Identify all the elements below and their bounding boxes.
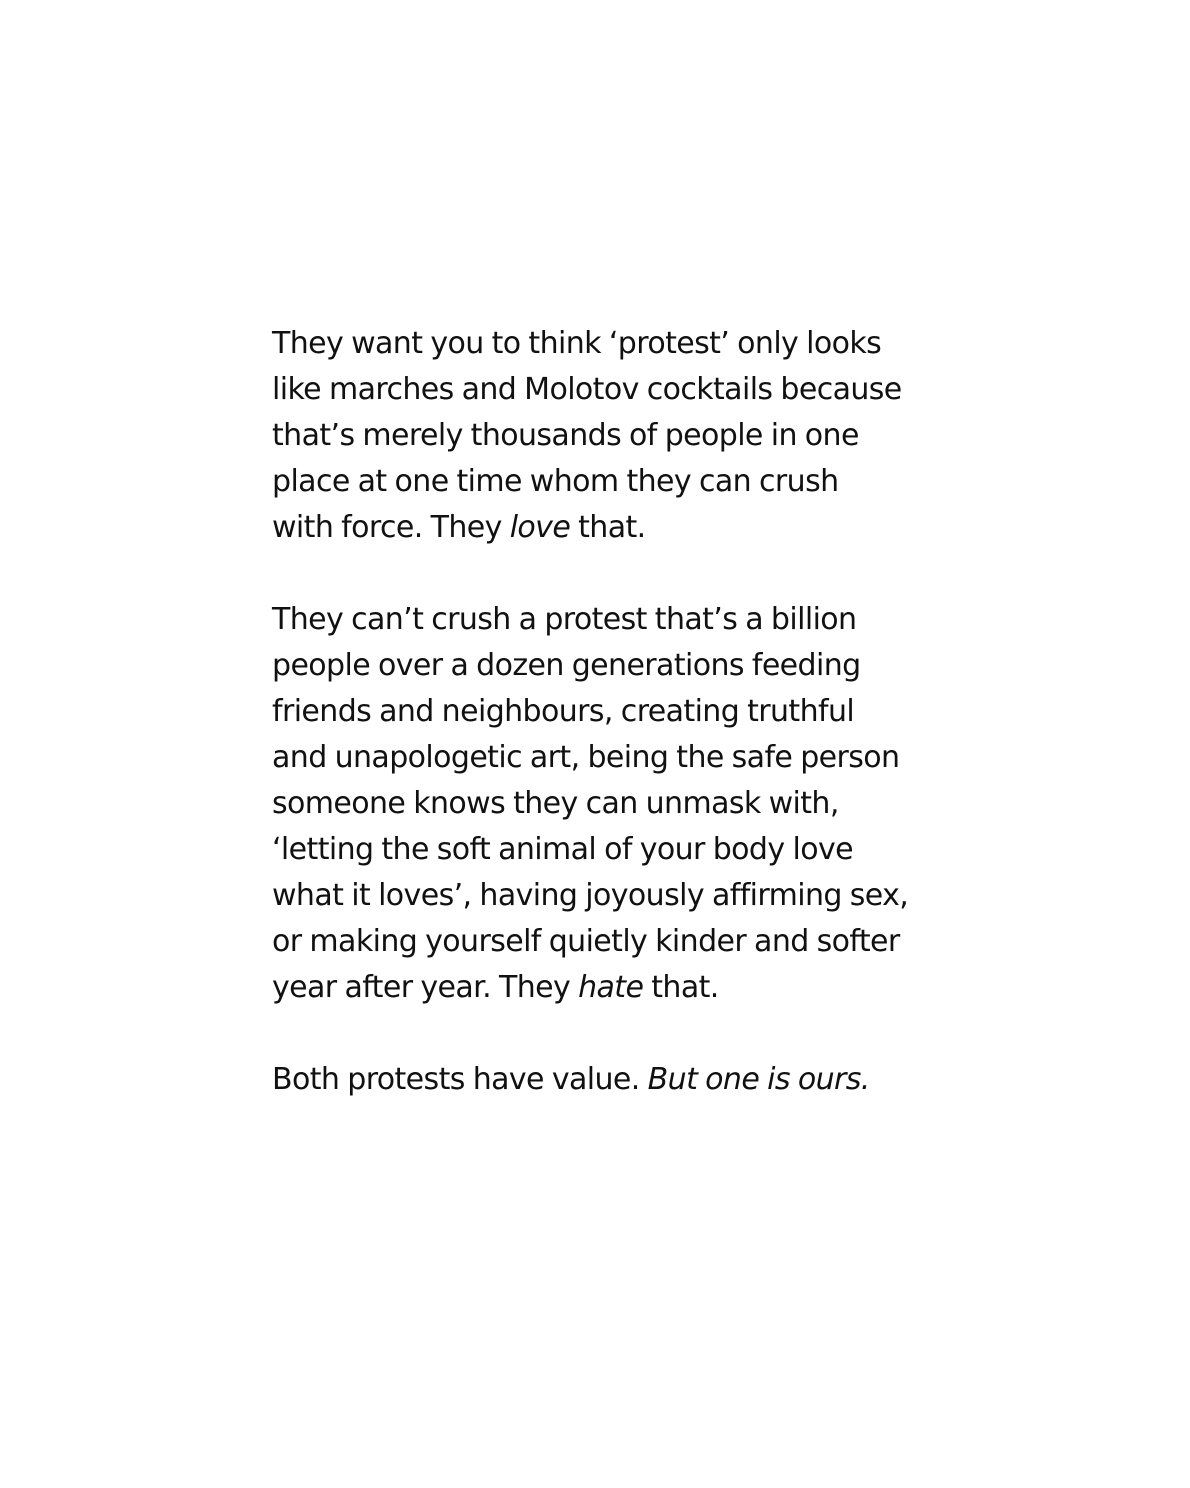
paragraph-1 [272,321,952,551]
paragraph-3 [272,1057,952,1103]
emphasis-text: hate [578,970,644,1005]
text-span: year after year. They [272,970,579,1005]
emphasis-text: But one is ours. [647,1062,870,1097]
text-line [272,367,952,413]
text-line [272,965,952,1011]
text-span: that. [570,510,646,545]
text-span: and unapologetic art, being the safe person [272,740,900,775]
text-line [272,919,952,965]
text-line [272,321,952,367]
text-line [272,873,952,919]
text-span: or making yourself quietly kinder and softer [272,924,900,959]
text-line [272,597,952,643]
text-block [272,321,952,1149]
text-span: They want you to think ‘protest’ only looks [272,326,882,361]
text-line [272,413,952,459]
text-span: like marches and Molotov cocktails because [272,372,902,407]
text-line [272,735,952,781]
text-line [272,643,952,689]
text-span: people over a dozen generations feeding [272,648,861,683]
text-line [272,689,952,735]
paragraph-2 [272,597,952,1011]
text-span: what it loves’, having joyously affirming sex, [272,878,909,913]
text-line [272,827,952,873]
text-span: ‘letting the soft animal of your body love [272,832,853,867]
text-line [272,459,952,505]
text-span: that. [643,970,719,1005]
text-line [272,1057,952,1103]
emphasis-text: love [509,510,571,545]
text-span: place at one time whom they can crush [272,464,839,499]
text-span: friends and neighbours, creating truthful [272,694,855,729]
text-span: Both protests have value. [272,1062,648,1097]
text-span: someone knows they can unmask with, [272,786,839,821]
text-line [272,781,952,827]
text-span: They can’t crush a protest that’s a billion [272,602,857,637]
text-line [272,505,952,551]
text-span: that’s merely thousands of people in one [272,418,859,453]
text-span: with force. They [272,510,510,545]
